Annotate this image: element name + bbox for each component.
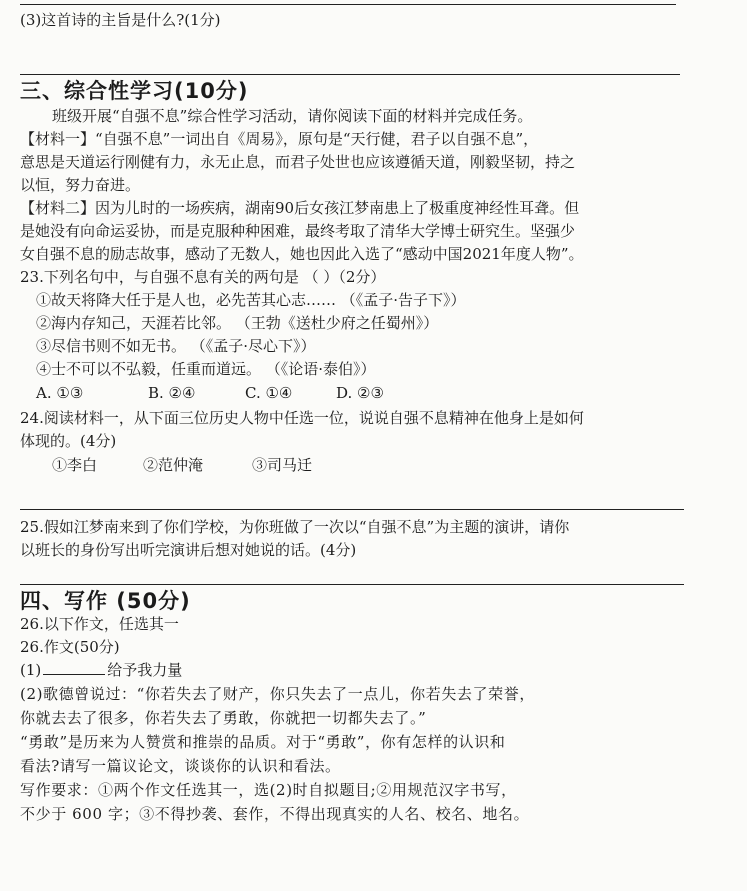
section-4-heading: 四、写作 (50分)	[20, 589, 191, 613]
question-23-item-2: ②海内存知己，天涯若比邻。 （王勃《送杜少府之任蜀州》）	[36, 314, 439, 332]
prompt-1-number: (1)	[20, 661, 42, 679]
prompt-2-line-4: 看法?请写一篇议论文，谈谈你的认识和看法。	[20, 757, 341, 775]
question-23-item-4: ④士不可以不弘毅，任重而道远。 （《论语·泰伯》）	[36, 360, 376, 378]
answer-line	[20, 584, 684, 585]
question-26-title: 26.作文(50分)	[20, 638, 120, 656]
material-2-line-1: 【材料二】因为儿时的一场疾病，湖南90后女孩江梦南患上了极重度神经性耳聋。但	[20, 199, 580, 217]
requirements-line-2: 不少于 600 字；③不得抄袭、套作，不得出现真实的人名、校名、地名。	[20, 805, 530, 823]
section-3-heading: 三、综合性学习(10分)	[20, 79, 249, 103]
title-blank	[43, 660, 105, 675]
question-23-item-1: ①故天将降大任于是人也，必先苦其心志…… （《孟子·告子下》）	[36, 291, 466, 309]
question-24-line-2: 体现的。(4分)	[20, 432, 117, 450]
prompt-2-line-2: 你就去去了很多，你若失去了勇敢，你就把一切都失去了。”	[20, 709, 427, 727]
option-c: C. ①④	[245, 384, 293, 402]
question-22-3: (3)这首诗的主旨是什么?(1分)	[20, 11, 221, 29]
material-2-line-3: 女自强不息的励志故事，感动了无数人，她也因此入选了“感动中国2021年度人物”。	[20, 245, 584, 263]
answer-line	[20, 509, 684, 510]
question-25-line-2: 以班长的身份写出听完演讲后想对她说的话。(4分)	[20, 541, 357, 559]
question-23-item-3: ③尽信书则不如无书。 （《孟子·尽心下》）	[36, 337, 316, 355]
prompt-2-line-3: “勇敢”是历来为人赞赏和推崇的品质。对于“勇敢”，你有怎样的认识和	[20, 733, 506, 751]
section-3-intro: 班级开展“自强不息”综合性学习活动，请你阅读下面的材料并完成任务。	[52, 107, 533, 125]
answer-line	[20, 74, 680, 75]
question-26-note: 26.以下作文，任选其一	[20, 615, 179, 633]
material-2-line-2: 是她没有向命运妥协，而是克服种种困难，最终考取了清华大学博士研究生。坚强少	[20, 222, 576, 240]
top-divider	[20, 4, 676, 5]
choice-li-bai: ①李白	[52, 456, 98, 474]
prompt-1-text: 给予我力量	[107, 661, 183, 679]
question-23-stem: 23.下列名句中，与自强不息有关的两句是 （ ）（2分）	[20, 268, 386, 286]
option-a: A. ①③	[36, 384, 84, 402]
choice-fan-zhongyan: ②范仲淹	[143, 456, 204, 474]
material-1-line-2: 意思是天道运行刚健有力，永无止息，而君子处世也应该遵循天道，刚毅坚韧，持之	[20, 153, 576, 171]
material-1-line-3: 以恒，努力奋进。	[20, 176, 141, 194]
prompt-1	[20, 660, 182, 680]
option-b: B. ②④	[148, 384, 196, 402]
material-1-line-1: 【材料一】“自强不息”一词出自《周易》，原句是“天行健，君子以自强不息”，	[20, 130, 539, 148]
question-25-line-1: 25.假如江梦南来到了你们学校，为你班做了一次以“自强不息”为主题的演讲，请你	[20, 518, 570, 536]
question-24-line-1: 24.阅读材料一，从下面三位历史人物中任选一位，说说自强不息精神在他身上是如何	[20, 409, 584, 427]
choice-sima-qian: ③司马迁	[252, 456, 313, 474]
option-d: D. ②③	[336, 384, 384, 402]
prompt-2-line-1: (2)歌德曾说过：“你若失去了财产，你只失去了一点儿，你若失去了荣誉，	[20, 685, 535, 703]
requirements-line-1: 写作要求：①两个作文任选其一，选(2)时自拟题目;②用规范汉字书写，	[20, 781, 517, 799]
